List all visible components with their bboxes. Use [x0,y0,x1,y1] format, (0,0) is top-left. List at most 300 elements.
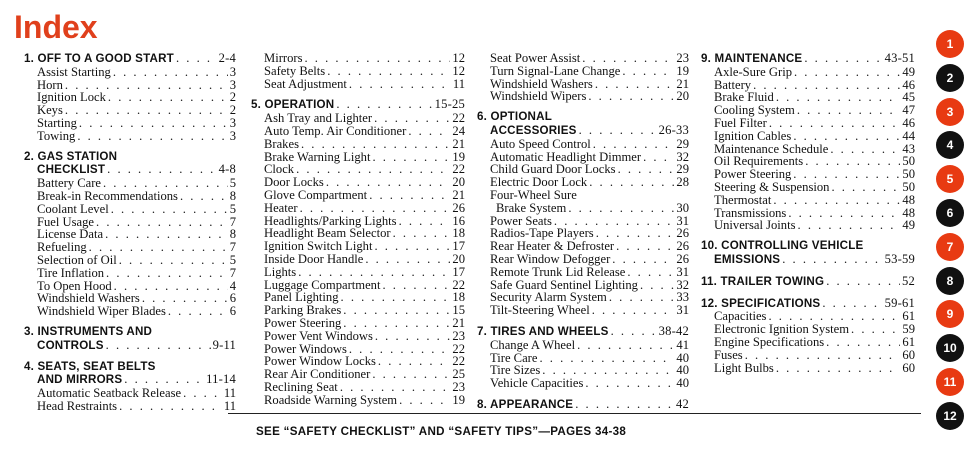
index-entry-page: 16 [452,213,465,228]
index-entry-label: Horn [37,77,63,92]
section-tab-1[interactable]: 1 [936,30,964,58]
index-entry [477,202,689,215]
index-entry-label: Safety Belts [264,63,326,78]
index-entry-page: 21 [452,136,465,151]
dot-leader [327,65,450,78]
index-entry-label: Starting [37,115,77,130]
section-tab-11[interactable]: 11 [936,368,964,396]
index-entry-page: 50 [902,167,915,182]
index-entry [701,219,915,232]
index-entry-page: 26 [676,251,689,266]
index-entry-label: Headlight Beam Selector [264,226,391,241]
dot-leader [826,336,900,349]
index-entry-page: 49 [902,64,915,79]
index-entry-page: 22 [452,341,465,356]
index-entry-label: 8. APPEARANCE [477,397,574,411]
index-entry-label: Auto Temp. Air Conditioner [264,123,407,138]
index-entry-page: 50 [902,154,915,169]
index-entry-page: 22 [452,162,465,177]
index-entry-page: 26 [452,200,465,215]
dot-leader [577,339,674,352]
dot-leader [788,207,900,220]
index-entry-label: Brake Fluid [714,90,774,105]
index-entry-page: 29 [676,136,689,151]
index-entry-page: 11-14 [206,372,236,387]
index-entry-page: 6 [229,291,236,306]
index-entry-label: Break-in Recommendations [37,188,178,203]
index-entry-page: 4-8 [218,162,236,177]
dot-leader [745,349,901,362]
index-entry-label: CHECKLIST [37,163,106,177]
index-entry-page: 46 [902,115,915,130]
index-entry-page: 2-4 [218,51,236,65]
index-entry [701,117,915,130]
index-entry-page: 26 [676,226,689,241]
index-entry-page: 46 [902,77,915,92]
index-entry-label: Axle-Sure Grip [714,64,792,79]
section-tab-12[interactable]: 12 [936,402,964,430]
index-entry [251,394,465,407]
dot-leader [372,368,450,381]
index-entry-label: 5. OPERATION [251,98,335,112]
index-entry-page: 60 [902,360,915,375]
index-section-heading [477,124,689,138]
index-entry-label: Selection of Oil [37,252,117,267]
index-entry [251,189,465,202]
index-entry-label: Heater [264,200,298,215]
index-entry-label: Electric Door Lock [490,175,588,190]
index-entry-label: Rear Air Conditioner [264,367,371,382]
index-entry-label: Capacities [714,309,767,324]
dot-leader [585,377,674,390]
dot-leader [365,253,450,266]
index-entry-label: Universal Joints [714,218,796,233]
index-entry-page: 59-61 [884,295,915,310]
index-entry-page: 11 [223,386,236,401]
index-entry-page: 19 [452,392,465,407]
index-entry-page: 21 [452,187,465,202]
dot-leader [113,66,228,79]
index-entry-label: Battery Care [37,176,101,191]
dot-leader [343,304,450,317]
index-entry-label: Power Steering [714,167,792,182]
dot-leader [349,78,451,91]
dot-leader [300,202,451,215]
index-entry [701,362,915,375]
index-entry-page: 33 [676,290,689,305]
index-entry-label: Ash Tray and Lighter [264,111,373,126]
index-section-heading [24,339,236,353]
section-tab-9[interactable]: 9 [936,300,964,328]
index-section-heading [477,111,689,124]
index-entry-label: Fuses [714,347,743,362]
index-entry-page: 30 [676,200,689,215]
index-entry-page: 25 [452,367,465,382]
index-entry-label: Automatic Headlight Dimmer [490,149,642,164]
dot-leader [111,203,228,216]
index-entry-label: 4. SEATS, SEAT BELTS [24,359,156,373]
index-entry-label: Power Windows [264,341,347,356]
dot-leader [753,79,900,92]
index-entry-label: Keys [37,103,63,118]
section-tab-6[interactable]: 6 [936,199,964,227]
index-entry [701,194,915,207]
index-entry [251,125,465,138]
index-entry-page: 40 [676,350,689,365]
index-entry-page: 4 [229,278,236,293]
index-entry-page: 59 [902,322,915,337]
index-entry-label: Transmissions [714,205,787,220]
dot-leader [851,323,900,336]
section-gap [477,390,689,398]
index-column-2 [251,52,465,407]
index-entry-page: 15-25 [434,97,465,112]
dot-leader [805,155,900,168]
index-entry-label: Thermostat [714,192,772,207]
index-entry-page: 7 [229,214,236,229]
index-entry [24,254,236,267]
dot-leader [106,267,228,280]
index-entry-label: Cooling System [714,103,795,118]
dot-leader [372,151,450,164]
index-entry-page: 20 [676,89,689,104]
dot-leader [595,78,675,91]
index-entry-page: 7 [229,240,236,255]
index-entry-label: Ignition Switch Light [264,239,373,254]
index-entry [477,189,689,202]
index-entry-page: 15 [452,303,465,318]
index-entry [251,202,465,215]
index-entry-label: ACCESSORIES [490,123,577,137]
index-entry-label: Brake System [496,200,567,215]
index-entry-page: 32 [676,149,689,164]
index-entry [251,317,465,330]
dot-leader [374,240,450,253]
index-entry-label: Rear Heater & Defroster [490,239,615,254]
footer-divider [228,413,921,414]
index-entry-page: 22 [452,354,465,369]
dot-leader [378,355,451,368]
index-entry-label: CONTROLS [37,338,104,352]
index-column-1 [24,52,236,413]
section-tab-7[interactable]: 7 [936,233,964,261]
index-entry [477,253,689,266]
index-entry [251,253,465,266]
index-section-heading [24,52,236,66]
index-entry-page: 61 [902,309,915,324]
index-section-heading [701,240,915,253]
index-entry [24,387,236,400]
index-entry-page: 49 [902,218,915,233]
index-section-heading [24,151,236,164]
index-entry-label: To Open Hood [37,278,112,293]
index-entry-label: Auto Speed Control [490,136,591,151]
index-entry [24,117,236,130]
index-entry-label: Panel Lighting [264,290,339,305]
index-entry-label: Battery [714,77,752,92]
index-entry-label: Security Alarm System [490,290,607,305]
dot-leader [369,189,450,202]
index-entry [24,267,236,280]
index-entry-page: 21 [676,76,689,91]
dot-leader [301,138,450,151]
dot-leader [643,151,674,164]
index-entry-label: Towing [37,128,76,143]
index-entry [701,66,915,79]
index-entry-label: Radios-Tape Players [490,226,594,241]
dot-leader [622,65,674,78]
index-entry-label: Head Restraints [37,398,118,413]
index-entry-label: Steering & Suspension [714,179,830,194]
index-entry-label: 3. INSTRUMENTS AND [24,324,153,338]
dot-leader [341,291,451,304]
dot-leader [340,381,451,394]
index-entry-page: 7 [229,265,236,280]
index-entry-page: 17 [452,264,465,279]
index-entry-label: Oil Requirements [714,154,804,169]
index-entry-page: 43 [902,141,915,156]
index-entry-label: AND MIRRORS [37,373,123,387]
dot-leader [568,202,674,215]
section-gap [701,289,915,297]
index-entry-page: 31 [676,264,689,279]
index-entry-page: 22 [452,277,465,292]
index-entry-page: 18 [452,290,465,305]
index-entry-label: Rear Window Defogger [490,251,611,266]
dot-leader [119,400,222,413]
section-tab-10[interactable]: 10 [936,334,964,362]
index-entry-page: 28 [676,175,689,190]
page-title: Index [14,9,98,45]
index-entry-page: 5 [229,201,236,216]
index-entry-label: Ignition Cables [714,128,792,143]
index-entry [701,181,915,194]
index-entry [477,304,689,317]
index-entry-page: 20 [452,175,465,190]
index-entry-label: Refueling [37,240,87,255]
index-entry [477,65,689,78]
index-column-4 [701,52,915,374]
index-entry-label: Lights [264,264,297,279]
index-entry-label: Fuel Usage [37,214,95,229]
index-entry-page: 29 [676,162,689,177]
index-entry-page: 21 [452,315,465,330]
index-entry-label: Ignition Lock [37,90,106,105]
index-entry-label: Clock [264,162,295,177]
index-entry-label: Fuel Filter [714,115,767,130]
dot-leader [107,163,216,176]
section-tab-8[interactable]: 8 [936,267,964,295]
index-entry [477,90,689,103]
index-entry-page: 31 [676,213,689,228]
index-entry [251,368,465,381]
index-entry [24,66,236,79]
dot-leader [798,219,901,232]
index-entry-page: 12 [452,63,465,78]
section-tab-5[interactable]: 5 [936,165,964,193]
section-tab-4[interactable]: 4 [936,131,964,159]
index-entry-label: Inside Door Handle [264,251,364,266]
dot-leader [79,117,228,130]
index-entry [24,190,236,203]
dot-leader [336,98,432,111]
index-entry-page: 44 [902,128,915,143]
index-entry-label: Tire Sizes [490,363,541,378]
index-entry [477,339,689,352]
index-section-heading [477,325,689,339]
dot-leader [375,330,451,343]
index-entry-label: Brakes [264,136,299,151]
dot-leader [612,253,674,266]
dot-leader [773,194,900,207]
index-entry-label: 6. OPTIONAL [477,110,552,124]
dot-leader [627,266,674,279]
index-entry-label: Seat Power Assist [490,51,581,65]
dot-leader [640,279,674,292]
dot-leader [399,394,450,407]
index-entry-page: 2 [229,90,236,105]
dot-leader [588,90,674,103]
index-entry-label: License Data [37,227,104,242]
index-entry-label: Power Seats [490,213,552,228]
index-entry-label: 2. GAS STATION [24,149,118,163]
dot-leader [593,138,675,151]
index-section-heading [24,373,236,387]
index-section-heading [701,52,915,66]
dot-leader [106,339,211,352]
index-entry [24,400,236,413]
index-entry [477,266,689,279]
dot-leader [168,305,228,318]
index-entry-label: Seat Adjustment [264,76,347,91]
index-entry-label: EMISSIONS [714,252,781,266]
dot-leader [575,398,674,411]
dot-leader [782,253,882,266]
dot-leader [382,279,450,292]
index-entry-label: Light Bulbs [714,360,774,375]
index-entry [251,52,465,65]
index-entry-page: 20 [452,251,465,266]
dot-leader [776,362,901,375]
index-section-heading [701,297,915,311]
index-entry [251,266,465,279]
index-entry-label: Glove Compartment [264,187,368,202]
index-entry-page: 22 [452,111,465,126]
index-entry-label: Headlights/Parking Lights [264,213,397,228]
index-entry [477,138,689,151]
index-entry-page: 3 [229,77,236,92]
index-entry-page: 52 [902,273,915,288]
index-entry-label: Four-Wheel Sure [490,187,577,202]
dot-leader [611,325,657,338]
index-entry-label: Reclining Seat [264,379,338,394]
index-entry-page: 19 [452,149,465,164]
index-entry-label: Windshield Wiper Blades [37,304,166,319]
index-entry-page: 17 [452,239,465,254]
index-entry-page: 9-11 [212,337,236,352]
index-entry-page: 23 [452,379,465,394]
dot-leader [618,163,675,176]
index-entry-label: Change A Wheel [490,337,576,352]
dot-leader [176,52,217,65]
index-entry-label: 1. OFF TO A GOOD START [24,52,174,65]
dot-leader [804,52,882,65]
index-entry [477,52,689,65]
index-entry-page: 11 [223,398,236,413]
index-entry-label: 7. TIRES AND WHEELS [477,324,609,338]
footer-note: SEE “SAFETY CHECKLIST” AND “SAFETY TIPS”—PAGES 34-38 [256,425,627,438]
index-entry [24,130,236,143]
section-tab-2[interactable]: 2 [936,64,964,92]
index-entry-page: 40 [676,363,689,378]
index-entry-page: 26-33 [658,122,689,137]
index-entry-label: Coolant Level [37,201,109,216]
index-entry [251,65,465,78]
index-section-heading [24,163,236,177]
index-entry [701,130,915,143]
index-entry-page: 6 [229,304,236,319]
index-section-heading [701,253,915,267]
index-entry-label: Parking Brakes [264,303,342,318]
index-entry-label: 11. TRAILER TOWING [701,274,825,288]
index-entry-label: 10. CONTROLLING VEHICLE [701,239,864,253]
index-entry-label: Tire Inflation [37,265,105,280]
dot-leader [539,352,674,365]
dot-leader [582,52,674,65]
index-entry-page: 45 [902,90,915,105]
index-entry-label: Safe Guard Sentinel Lighting [490,277,638,292]
index-entry [701,349,915,362]
index-entry-page: 8 [229,188,236,203]
index-column-3 [477,52,689,412]
index-section-heading [477,398,689,412]
index-entry-label: Assist Starting [37,64,111,79]
dot-leader [769,117,901,130]
dot-leader [393,227,451,240]
index-entry-page: 26 [676,239,689,254]
index-entry-page: 12 [452,51,465,65]
dot-leader [124,373,204,386]
index-entry-page: 3 [229,115,236,130]
section-gap [477,317,689,325]
dot-leader [616,240,674,253]
index-entry-label: Windshield Washers [37,291,140,306]
index-entry-label: Tilt-Steering Wheel [490,303,590,318]
dot-leader [408,125,450,138]
index-entry-label: Mirrors [264,51,303,65]
index-entry-label: 9. MAINTENANCE [701,52,803,65]
index-entry-page: 43-51 [884,51,915,65]
index-entry-page: 5 [229,176,236,191]
dot-leader [343,317,450,330]
dot-leader [797,104,901,117]
index-section-heading [701,275,915,289]
index-entry-page: 3 [229,64,236,79]
index-entry-label: Engine Specifications [714,334,825,349]
index-entry-page: 2 [229,103,236,118]
index-entry-label: Power Steering [264,315,342,330]
index-entry-label: Brake Warning Light [264,149,371,164]
section-tab-3[interactable]: 3 [936,98,964,126]
index-section-heading [24,361,236,374]
index-entry-page: 53-59 [884,251,915,266]
index-entry [24,203,236,216]
dot-leader [77,130,227,143]
dot-leader [65,104,228,117]
dot-leader [579,124,657,137]
dot-leader [108,91,228,104]
section-gap [251,90,465,98]
